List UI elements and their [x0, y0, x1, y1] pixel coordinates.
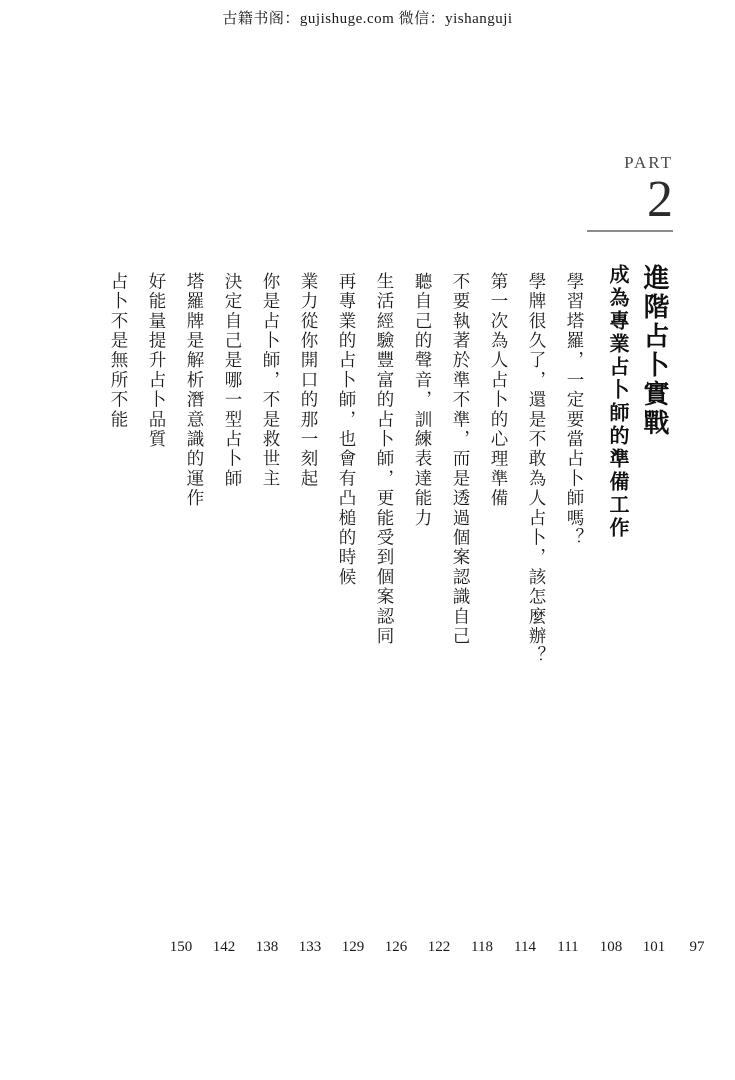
toc-entry-title: 占卜不是無所不能 [109, 272, 129, 430]
toc-page-number: 138 [255, 939, 279, 955]
toc-entry[interactable] [452, 272, 470, 646]
toc-entry-title: 聽自己的聲音，訓練表達能力 [413, 272, 433, 529]
watermark-text: 古籍书阁：gujishuge.com 微信：yishanguji [222, 10, 513, 27]
toc-entry[interactable] [300, 272, 318, 489]
toc-entry-title: 生活經驗豐富的占卜師，更能受到個案認同 [375, 272, 395, 647]
toc-page-number: 118 [471, 939, 493, 955]
toc-entry[interactable] [148, 272, 166, 449]
toc-entry-title: 好能量提升占卜品質 [147, 272, 167, 450]
toc-entry-title: 再專業的占卜師，也會有凸槌的時候 [337, 272, 357, 588]
toc-entry[interactable] [262, 272, 280, 489]
toc-entry[interactable] [490, 272, 508, 508]
toc-entry[interactable] [566, 272, 584, 548]
chapter-title: 進階占卜實戰 [640, 264, 669, 438]
toc-page-number: 129 [341, 939, 365, 955]
toc-entry-title: 業力從你開口的那一刻起 [299, 272, 319, 489]
toc-entry-title: 學習塔羅，一定要當占卜師嗎？ [565, 272, 585, 548]
toc-entry-title: 你是占卜師，不是救世主 [261, 272, 281, 489]
watermark-bar [0, 0, 735, 35]
toc-entry-title: 不要執著於準不準，而是透過個案認識自己 [451, 272, 471, 647]
table-of-contents [0, 34, 735, 1080]
toc-entry[interactable] [376, 272, 394, 646]
toc-page-number: 133 [298, 939, 322, 955]
toc-entry[interactable] [110, 272, 128, 430]
toc-entry[interactable] [338, 272, 356, 587]
toc-entry-title: 決定自己是哪一型占卜師 [223, 272, 243, 489]
toc-entry[interactable] [224, 272, 242, 489]
part-label: PART [624, 153, 673, 172]
toc-page-number: 150 [169, 939, 193, 955]
toc-entry[interactable] [528, 272, 546, 666]
document-page [0, 34, 735, 1080]
toc-page-number: 101 [642, 939, 666, 955]
toc-page-number: 111 [557, 939, 579, 955]
toc-entry[interactable] [186, 272, 204, 508]
toc-entry-title: 第一次為人占卜的心理準備 [489, 272, 509, 509]
toc-page-number: 126 [384, 939, 408, 955]
toc-entry-title: 塔羅牌是解析潛意識的運作 [185, 272, 205, 509]
part-number: 2 [647, 170, 673, 228]
toc-entry[interactable] [414, 272, 432, 528]
toc-page-number: 142 [212, 939, 236, 955]
toc-page-number: 97 [689, 939, 705, 955]
toc-page-number: 122 [427, 939, 451, 955]
toc-page-number: 108 [599, 939, 623, 955]
toc-page-number: 114 [514, 939, 536, 955]
chapter-subtitle: 成為專業占卜師的準備工作 [606, 264, 628, 540]
toc-entry-title: 學牌很久了，還是不敢為人占卜，該怎麼辦？ [527, 272, 547, 666]
